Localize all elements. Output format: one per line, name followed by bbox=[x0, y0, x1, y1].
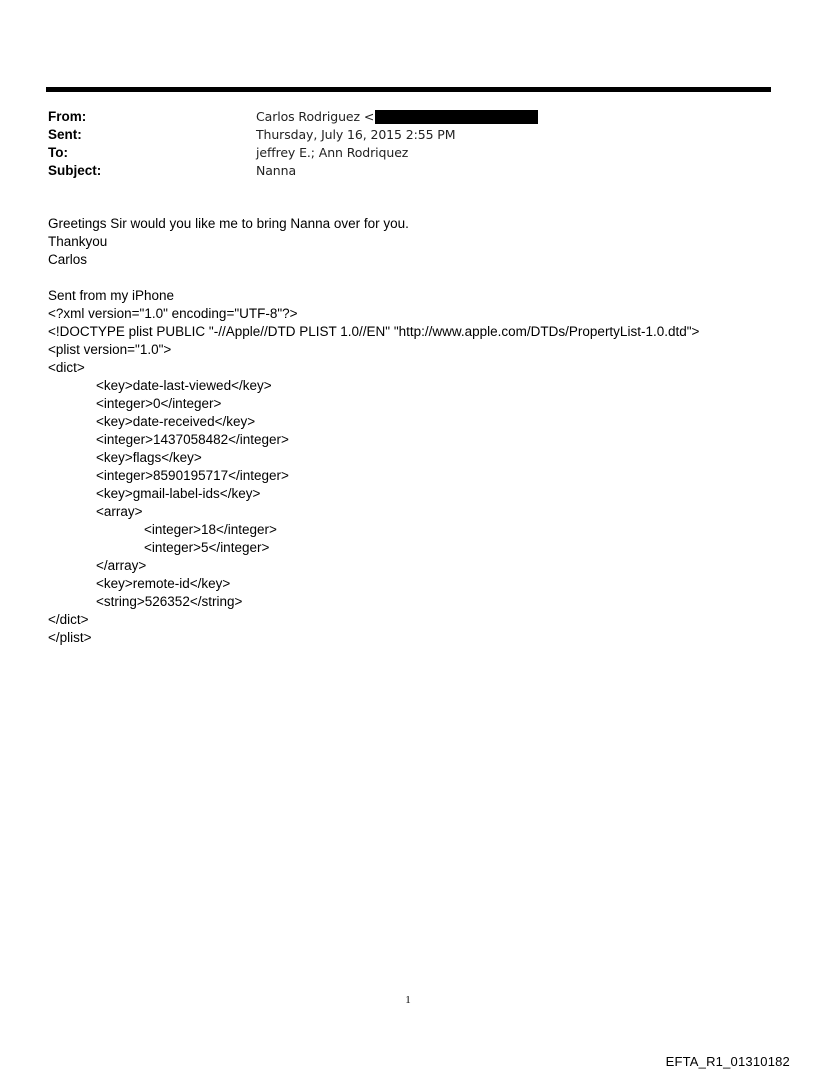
subject-value: Nanna bbox=[256, 163, 297, 178]
plist-entry: <integer>8590195717</integer> bbox=[96, 468, 289, 483]
plist-entry: <integer>0</integer> bbox=[96, 396, 222, 411]
to-row bbox=[48, 144, 748, 162]
dict-open-tag: <dict> bbox=[48, 360, 85, 375]
from-row bbox=[48, 108, 748, 126]
from-value bbox=[256, 108, 538, 126]
to-value: jeffrey E.; Ann Rodriquez bbox=[256, 145, 409, 160]
plist-entry: <key>flags</key> bbox=[96, 450, 202, 465]
plist-entry: <integer>1437058482</integer> bbox=[96, 432, 289, 447]
signature-line: Sent from my iPhone bbox=[48, 288, 175, 303]
page-number: 1 bbox=[405, 994, 411, 1006]
plist-entry: <key>gmail-label-ids</key> bbox=[96, 486, 261, 501]
sent-row bbox=[48, 126, 748, 144]
array-item: <integer>5</integer> bbox=[144, 540, 270, 555]
redaction-box bbox=[375, 110, 538, 124]
subject-row bbox=[48, 162, 748, 180]
from-name: Carlos Rodriguez < bbox=[256, 109, 375, 124]
document-id: EFTA_R1_01310182 bbox=[665, 1054, 790, 1069]
email-header bbox=[48, 108, 748, 180]
plist-xml-declaration: <?xml version="1.0" encoding="UTF-8"?> bbox=[48, 306, 298, 321]
from-label: From: bbox=[48, 109, 87, 124]
array-item: <integer>18</integer> bbox=[144, 522, 277, 537]
plist-close-tag: </plist> bbox=[48, 630, 92, 645]
plist-entry: <key>date-last-viewed</key> bbox=[96, 378, 272, 393]
header-rule bbox=[46, 87, 771, 92]
message-line: Greetings Sir would you like me to bring Nanna over for you. bbox=[48, 216, 409, 231]
spacer bbox=[48, 269, 788, 287]
email-body bbox=[48, 215, 788, 647]
to-label: To: bbox=[48, 145, 68, 160]
plist-entry: </array> bbox=[96, 558, 147, 573]
dict-close-tag: </dict> bbox=[48, 612, 89, 627]
sent-label: Sent: bbox=[48, 127, 82, 142]
plist-entry: <key>date-received</key> bbox=[96, 414, 256, 429]
message-line: Thankyou bbox=[48, 234, 108, 249]
sent-value: Thursday, July 16, 2015 2:55 PM bbox=[256, 127, 456, 142]
plist-entry: <key>remote-id</key> bbox=[96, 576, 231, 591]
plist-doctype: <!DOCTYPE plist PUBLIC "-//Apple//DTD PLIST 1.0//EN" "http://www.apple.com/DTDs/PropertyList-1.0.dtd"> bbox=[48, 324, 700, 339]
plist-open-tag: <plist version="1.0"> bbox=[48, 342, 172, 357]
plist-entry: <array> bbox=[96, 504, 143, 519]
subject-label: Subject: bbox=[48, 163, 102, 178]
plist-entry: <string>526352</string> bbox=[96, 594, 243, 609]
message-line: Carlos bbox=[48, 252, 88, 267]
